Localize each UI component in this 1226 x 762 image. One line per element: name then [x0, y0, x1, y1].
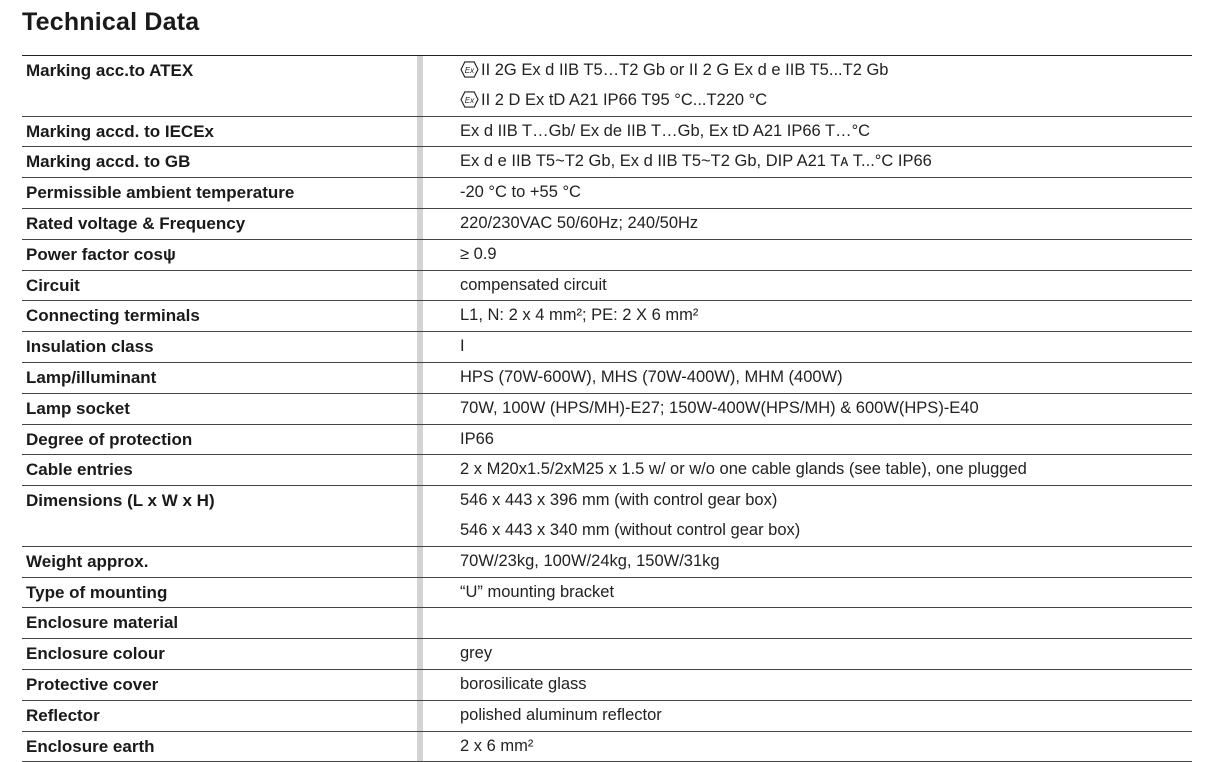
row-label: Marking accd. to IECEx: [26, 121, 214, 141]
value-text: polished aluminum reflector: [460, 705, 662, 724]
row-value: [423, 301, 1192, 331]
table-row: [22, 394, 1192, 425]
table-row: [22, 209, 1192, 240]
value-text: ≥ 0.9: [460, 244, 497, 263]
table-row: [22, 271, 1192, 302]
value-text: Ex d IIB T…Gb/ Ex de IIB T…Gb, Ex tD A21 IP66 T…°C: [460, 121, 871, 140]
row-label: Cable entries: [26, 460, 133, 480]
spec-table: [22, 55, 1192, 762]
row-value: [423, 178, 1192, 208]
value-text: 546 x 443 x 340 mm (without control gear box): [460, 520, 801, 539]
table-row: [22, 608, 1192, 639]
table-row: [22, 240, 1192, 271]
value-text: 220/230VAC 50/60Hz; 240/50Hz: [460, 213, 699, 232]
row-label: Type of mounting: [26, 582, 168, 602]
row-label: Degree of protection: [26, 429, 193, 449]
table-row: [22, 425, 1192, 456]
table-row: [22, 117, 1192, 148]
ex-hexagon-icon: [460, 91, 479, 108]
row-value: [423, 486, 1192, 546]
row-value: [423, 240, 1192, 270]
table-row: [22, 732, 1192, 762]
table-row: [22, 670, 1192, 701]
row-value: [423, 547, 1192, 577]
value-text: [460, 608, 1192, 638]
row-value: [423, 639, 1192, 669]
row-value: [423, 56, 1192, 116]
table-row: [22, 701, 1192, 732]
row-label: Insulation class: [26, 337, 154, 357]
row-label: Enclosure colour: [26, 644, 165, 664]
row-value: [423, 701, 1192, 731]
row-label: Reflector: [26, 705, 100, 725]
row-value: [423, 455, 1192, 485]
value-text: II 2G Ex d IIB T5…T2 Gb or II 2 G Ex d e IIB T5...T2 Gb: [481, 61, 889, 79]
row-label: Lamp socket: [26, 398, 130, 418]
value-text: borosilicate glass: [460, 674, 587, 693]
value-text: 70W, 100W (HPS/MH)-E27; 150W-400W(HPS/MH) & 600W(HPS)-E40: [460, 398, 979, 417]
row-label: Marking accd. to GB: [26, 152, 191, 172]
row-label: Enclosure earth: [26, 736, 155, 756]
table-row: [22, 56, 1192, 117]
table-row: [22, 578, 1192, 609]
table-row: [22, 147, 1192, 178]
row-label: Lamp/illuminant: [26, 367, 157, 387]
svg-text:Ex: Ex: [464, 95, 475, 105]
row-label: Circuit: [26, 275, 80, 295]
row-value: [423, 732, 1192, 762]
table-row: [22, 639, 1192, 670]
row-label: Marking acc.to ATEX: [26, 61, 194, 80]
row-label: Power factor cosψ: [26, 244, 176, 264]
table-row: [22, 363, 1192, 394]
row-label: Enclosure material: [26, 613, 179, 633]
table-row: [22, 455, 1192, 486]
svg-text:Ex: Ex: [464, 65, 475, 75]
value-text: Ex d e IIB T5~T2 Gb, Ex d IIB T5~T2 Gb, DIP A21 Tᴀ T...°C IP66: [460, 152, 932, 171]
table-row: [22, 547, 1192, 578]
value-text: grey: [460, 644, 493, 663]
row-label: Connecting terminals: [26, 306, 200, 326]
value-text: IP66: [460, 429, 494, 448]
value-text: II 2 D Ex tD A21 IP66 T95 °C...T220 °C: [481, 90, 768, 109]
row-value: [423, 332, 1192, 362]
table-row: [22, 332, 1192, 363]
row-value: [423, 578, 1192, 608]
value-text: I: [460, 337, 465, 356]
value-text: 546 x 443 x 396 mm (with control gear box): [460, 491, 778, 510]
value-text: L1, N: 2 x 4 mm²; PE: 2 X 6 mm²: [460, 306, 699, 325]
row-value: [423, 147, 1192, 177]
value-text: compensated circuit: [460, 275, 607, 294]
value-line: [460, 86, 1192, 116]
row-value: [423, 271, 1192, 301]
row-label: Rated voltage & Frequency: [26, 213, 246, 233]
value-text: “U” mounting bracket: [460, 582, 615, 601]
ex-hexagon-icon: [460, 61, 479, 78]
value-text: 2 x 6 mm²: [460, 736, 534, 755]
row-value: [423, 394, 1192, 424]
value-line: [460, 56, 1192, 86]
row-value: [423, 425, 1192, 455]
page-title: Technical Data: [22, 8, 200, 36]
table-row: [22, 178, 1192, 209]
row-value: [423, 608, 1192, 638]
value-text: HPS (70W-600W), MHS (70W-400W), MHM (400W): [460, 367, 843, 386]
row-value: [423, 209, 1192, 239]
row-label: Weight approx.: [26, 551, 149, 571]
row-label: Permissible ambient temperature: [26, 183, 295, 203]
value-text: 70W/23kg, 100W/24kg, 150W/31kg: [460, 551, 720, 570]
row-value: [423, 117, 1192, 147]
table-row: [22, 486, 1192, 547]
row-label: Protective cover: [26, 674, 159, 694]
table-row: [22, 301, 1192, 332]
value-text: 2 x M20x1.5/2xM25 x 1.5 w/ or w/o one cable glands (see table), one plugged: [460, 460, 1027, 479]
row-value: [423, 363, 1192, 393]
value-text: -20 °C to +55 °C: [460, 183, 581, 202]
row-label: Dimensions (L x W x H): [26, 491, 215, 511]
row-value: [423, 670, 1192, 700]
